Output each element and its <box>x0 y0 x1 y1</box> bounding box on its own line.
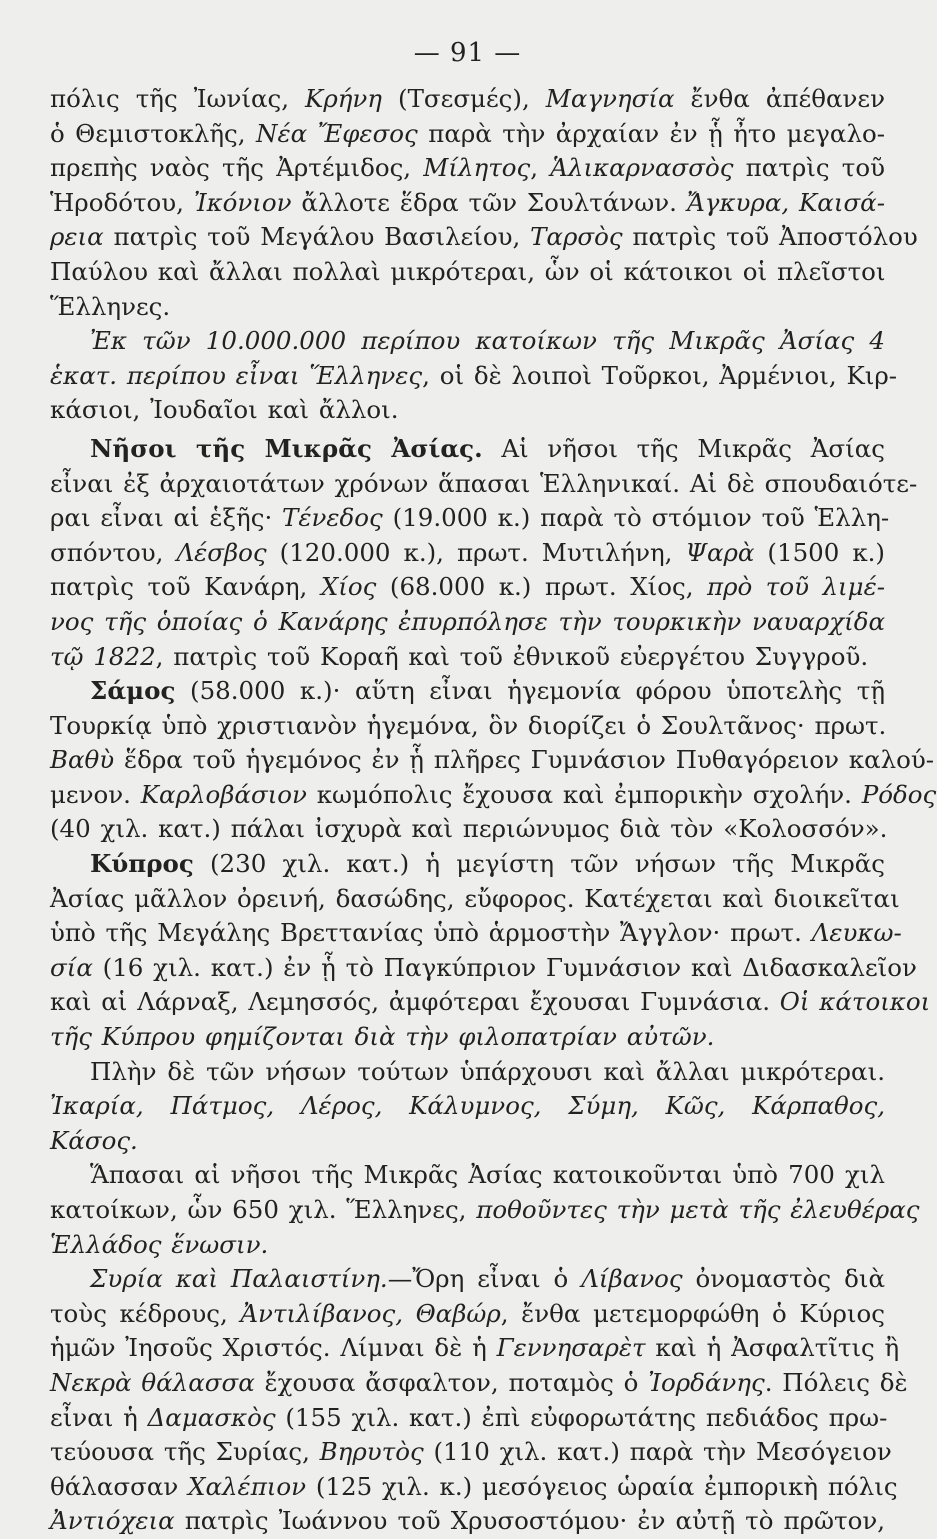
text-line: Κάσος. <box>50 1125 138 1155</box>
text-line: τῷ 1822, πατρὶς τοῦ Κοραῆ καὶ τοῦ ἐθνικοῦ εὐεργέτου Συγγροῦ. <box>50 641 869 671</box>
text-line: Νεκρὰ θάλασσα ἔχουσα ἄσφαλτον, ποταμὸς ὁ Ἰορδάνης. Πόλεις δὲ <box>50 1367 908 1397</box>
text-line: σία (16 χιλ. κατ.) ἐν ᾗ τὸ Παγκύπριον Γυμνάσιον καὶ Διδασκαλεῖον <box>50 952 917 982</box>
text-line: (40 χιλ. κατ.) πάλαι ἰσχυρὰ καὶ περιώνυμος διὰ τὸν «Κολοσσόν». <box>50 814 888 844</box>
text-line: Σάμος (58.000 κ.)· αὕτη εἶναι ἡγεμονία φόρου ὑποτελὴς τῇ <box>90 676 885 706</box>
text-line: Ἡροδότου, Ἰκόνιον ἄλλοτε ἕδρα τῶν Σουλτάνων. Ἄγκυρα, Καισά- <box>50 187 885 217</box>
text-line: Ἰκαρία, Πάτμος, Λέρος, Κάλυμνος, Σύμη, Κῶς, Κάρπαθος, <box>50 1091 885 1121</box>
text-line: κάσιοι, Ἰουδαῖοι καὶ ἄλλοι. <box>50 395 399 425</box>
text-line: εἶναι ἐξ ἀρχαιοτάτων χρόνων ἅπασαι Ἑλληνικαί. Αἱ δὲ σπουδαιότε- <box>50 468 918 498</box>
text-line: Κύπρος (230 χιλ. κατ.) ἡ μεγίστη τῶν νήσων τῆς Μικρᾶς <box>90 849 885 879</box>
text-line: πόλις τῆς Ἰωνίας, Κρήνη (Τσεσμές), Μαγνησία ἔνθα ἀπέθανεν <box>50 84 885 113</box>
text-line: Ἐκ τῶν 10.000.000 περίπου κατοίκων τῆς Μικρᾶς Ἀσίας 4 <box>90 326 885 356</box>
text-line: τοὺς κέδρους, Ἀντιλίβανος, Θαβώρ, ἔνθα μετεμορφώθη ὁ Κύριος <box>50 1298 885 1328</box>
text-line: σπόντου, Λέσβος (120.000 κ.), πρωτ. Μυτιλήνη, Ψαρὰ (1500 κ.) <box>50 537 885 567</box>
text-line: μενον. Καρλοβάσιον κωμόπολις ἔχουσα καὶ ἐμπορικὴν σχολήν. Ρόδος <box>50 779 937 809</box>
text-line: Ἀντιόχεια πατρὶς Ἰωάννου τοῦ Χρυσοστόμου· ἐν αὐτῇ τὸ πρῶτον, <box>50 1506 885 1536</box>
text-line: πρεπὴς ναὸς τῆς Ἀρτέμιδος, Μίλητος, Ἁλικαρνασσὸς πατρὶς τοῦ <box>50 153 885 183</box>
text-line: θάλασσαν Χαλέπιον (125 χιλ. κ.) μεσόγειος ὡραία ἐμπορικὴ πόλις <box>50 1471 898 1501</box>
text-line: ραι εἶναι αἱ ἑξῆς· Τένεδος (19.000 κ.) παρὰ τὸ στόμιον τοῦ Ἑλλη- <box>50 503 890 533</box>
text-line: Ἅπασαι αἱ νῆσοι τῆς Μικρᾶς Ἀσίας κατοικοῦνται ὑπὸ 700 χιλ <box>90 1160 885 1190</box>
text-line: κατοίκων, ὧν 650 χιλ. Ἕλληνες, ποθοῦντες τὴν μετὰ τῆς ἐλευθέρας <box>50 1195 920 1224</box>
text-line: καὶ αἱ Λάρναξ, Λεμησσός, ἀμφότεραι ἔχουσαι Γυμνάσια. Οἱ κάτοικοι <box>50 987 931 1017</box>
text-line: πατρὶς τοῦ Κανάρη, Χίος (68.000 κ.) πρωτ. Χίος, πρὸ τοῦ λιμέ- <box>50 572 885 602</box>
text-line: Βαθὺ ἕδρα τοῦ ἡγεμόνος ἐν ᾗ πλῆρες Γυμνάσιον Πυθαγόρειον καλού- <box>50 745 935 775</box>
text-line: Νῆσοι τῆς Μικρᾶς Ἀσίας. Αἱ νῆσοι τῆς Μικρᾶς Ἀσίας <box>90 433 886 463</box>
text-line: ἡμῶν Ἰησοῦς Χριστός. Λίμναι δὲ ἡ Γεννησαρὲτ καὶ ἡ Ἀσφαλτῖτις ἢ <box>50 1333 900 1363</box>
text-line: Πλὴν δὲ τῶν νήσων τούτων ὑπάρχουσι καὶ ἄλλαι μικρότεραι. <box>90 1056 885 1086</box>
text-line: τῆς Κύπρου φημίζονται διὰ τὴν φιλοπατρίαν αὐτῶν. <box>50 1022 715 1052</box>
text-line: Τουρκίᾳ ὑπὸ χριστιανὸν ἡγεμόνα, ὃν διορίζει ὁ Σουλτᾶνος· πρωτ. <box>50 710 887 740</box>
text-line: Συρία καὶ Παλαιστίνη.—Ὄρη εἶναι ὁ Λίβανος ὀνομαστὸς διὰ <box>90 1264 885 1294</box>
text-line: ὑπὸ τῆς Μεγάλης Βρεττανίας ὑπὸ ἁρμοστὴν Ἄγγλον· πρωτ. Λευκω- <box>50 918 902 948</box>
text-line: ἑκατ. περίπου εἶναι Ἕλληνες, οἱ δὲ λοιποὶ Τοῦρκοι, Ἀρμένιοι, Κιρ- <box>50 360 898 390</box>
page-number: — 91 — <box>413 38 522 68</box>
text-line: τεύουσα τῆς Συρίας, Βηρυτὸς (110 χιλ. κατ.) παρὰ τὴν Μεσόγειον <box>50 1437 892 1467</box>
text-line: ὁ Θεμιστοκλῆς, Νέα Ἔφεσος παρὰ τὴν ἀρχαίαν ἐν ᾗ ἦτο μεγαλο- <box>50 118 886 148</box>
text-line: νος τῆς ὁποίας ὁ Κανάρης ἐπυρπόλησε τὴν τουρκικὴν ναυαρχίδα <box>50 606 885 636</box>
text-body <box>50 82 937 1539</box>
text-line: Παύλου καὶ ἄλλαι πολλαὶ μικρότεραι, ὧν οἱ κάτοικοι οἱ πλεῖστοι <box>50 256 886 286</box>
text-line: ρεια πατρὶς τοῦ Μεγάλου Βασιλείου, Ταρσὸς πατρὶς τοῦ Ἀποστόλου <box>50 222 918 252</box>
text-line: εἶναι ἡ Δαμασκὸς (155 χιλ. κατ.) ἐπὶ εὐφορωτάτης πεδιάδος πρω- <box>50 1402 888 1432</box>
text-line: Ἀσίας μᾶλλον ὀρεινή, δασώδης, εὔφορος. Κατέχεται καὶ διοικεῖται <box>50 883 900 913</box>
text-line: Ἑλλάδος ἕνωσιν. <box>50 1229 269 1259</box>
text-line: Ἕλληνες. <box>50 291 171 321</box>
